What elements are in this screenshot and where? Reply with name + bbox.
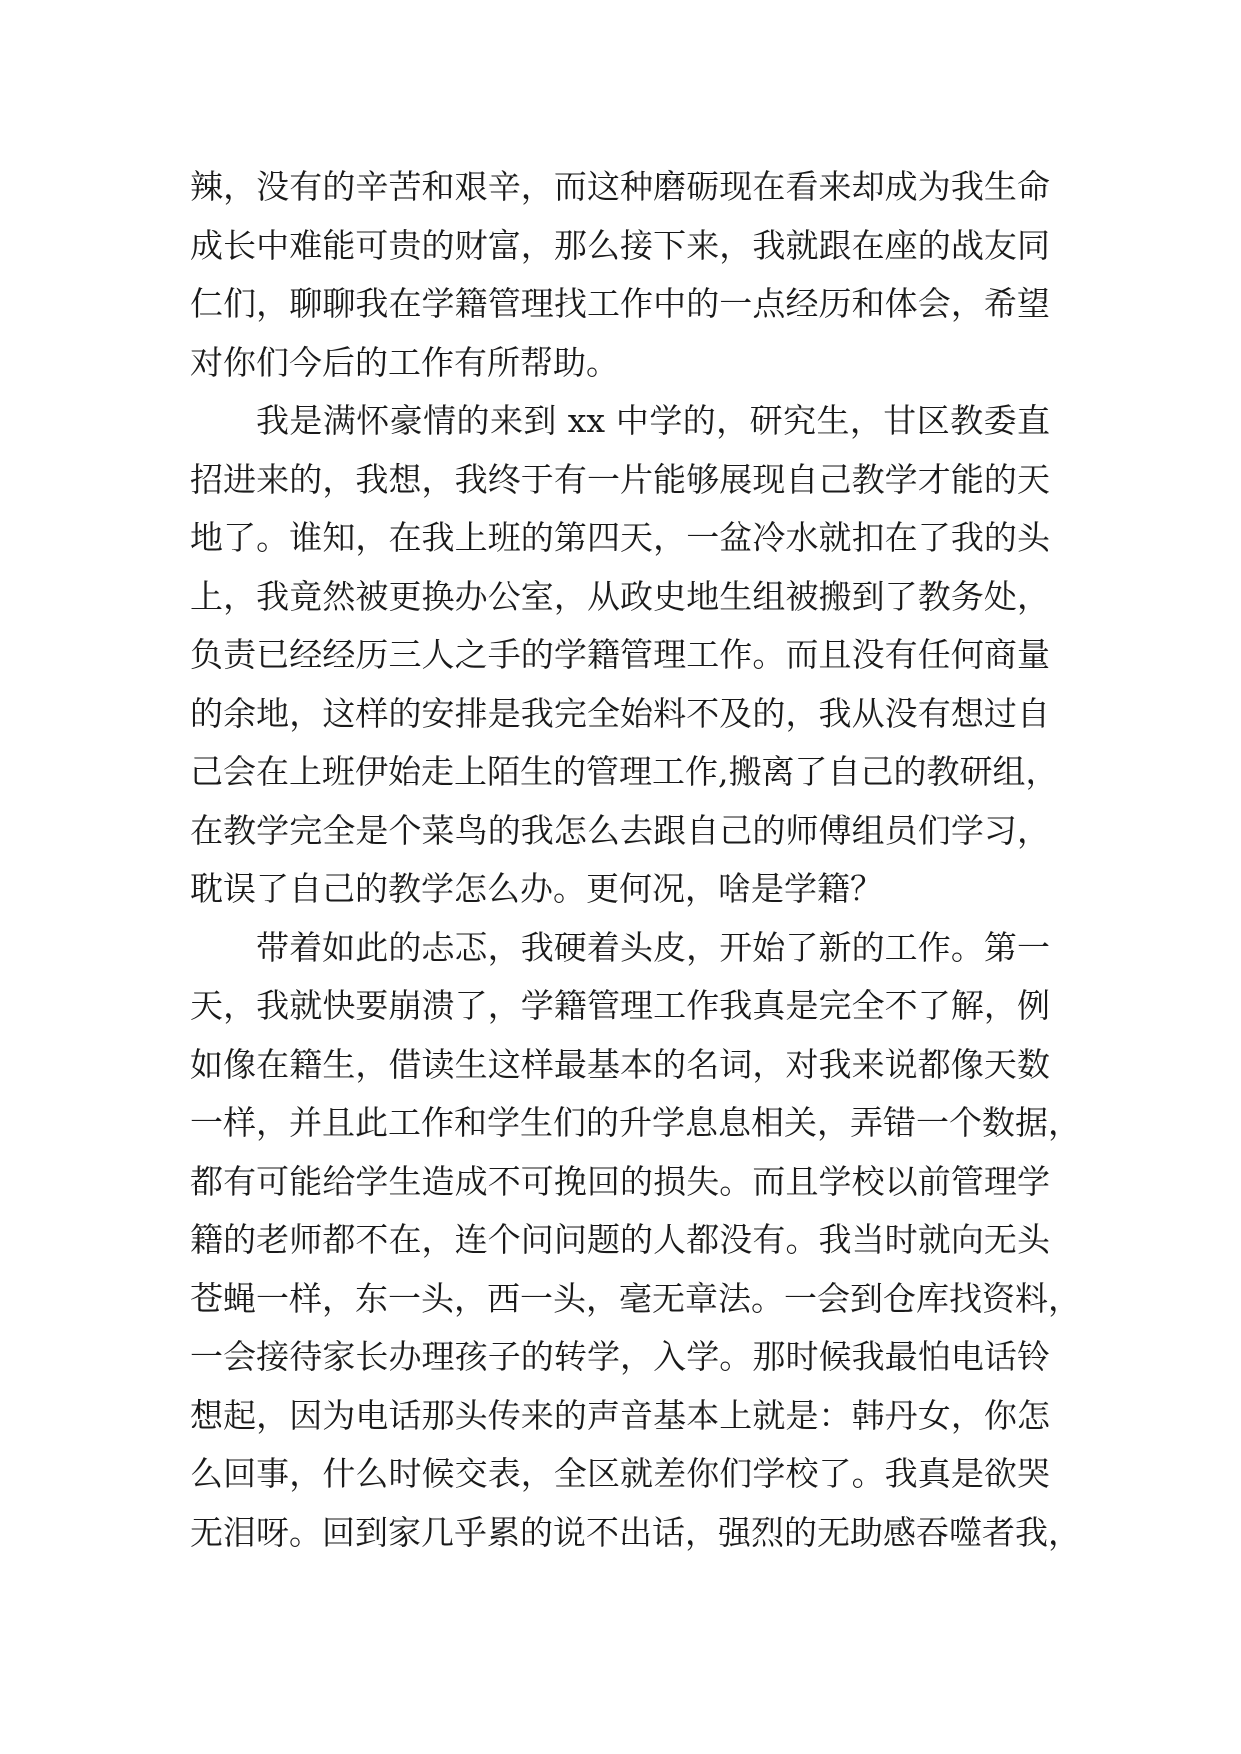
text-line: 如像在籍生，借读生这样最基本的名词，对我来说都像天数 [190,1044,1050,1084]
text-line: 带着如此的忐忑，我硬着头皮，开始了新的工作。第一 [256,927,1050,967]
text-line: 我是满怀豪情的来到 xx 中学的，研究生，甘区教委直 [256,401,1050,440]
text-line: 成长中难能可贵的财富，那么接下来，我就跟在座的战友同 [190,225,1050,265]
text-line: 辣，没有的辛苦和艰辛，而这种磨砺现在看来却成为我生命 [190,167,1050,206]
text-line: 么回事，什么时候交表，全区就差你们学校了。我真是欲哭 [190,1454,1050,1493]
text-line: 无泪呀。回到家几乎累的说不出话，强烈的无助感吞噬者我， [190,1512,1081,1552]
text-line: 耽误了自己的教学怎么办。更何况，啥是学籍？ [190,869,883,908]
text-line: 想起，因为电话那头传来的声音基本上就是：韩丹女，你怎 [190,1395,1050,1435]
text-line: 都有可能给学生造成不可挽回的损失。而且学校以前管理学 [190,1161,1050,1201]
text-line: 上，我竟然被更换办公室，从政史地生组被搬到了教务处， [190,576,1050,616]
text-line: 地了。谁知，在我上班的第四天，一盆冷水就扣在了我的头 [190,518,1050,557]
text-line: 仁们，聊聊我在学籍管理找工作中的一点经历和体会，希望 [190,284,1050,323]
text-line: 己会在上班伊始走上陌生的管理工作,搬离了自己的教研组， [190,752,1059,791]
text-line: 一会接待家长办理孩子的转学，入学。那时候我最怕电话铃 [190,1337,1050,1376]
text-line: 的余地，这样的安排是我完全始料不及的，我从没有想过自 [190,693,1050,733]
text-line: 在教学完全是个菜鸟的我怎么去跟自己的师傅组员们学习， [190,810,1050,850]
text-line: 对你们今后的工作有所帮助。 [190,342,619,382]
text-line: 天，我就快要崩溃了，学籍管理工作我真是完全不了解，例 [190,986,1050,1025]
text-line: 一样，并且此工作和学生们的升学息息相关，弄错一个数据， [190,1103,1081,1142]
text-line: 负责已经经历三人之手的学籍管理工作。而且没有任何商量 [190,635,1050,674]
body-text [190,158,1081,1562]
text-line: 招进来的，我想，我终于有一片能够展现自己教学才能的天 [190,459,1050,499]
text-line: 苍蝇一样，东一头，西一头，毫无章法。一会到仓库找资料， [190,1278,1081,1318]
text-line: 籍的老师都不在，连个问问题的人都没有。我当时就向无头 [190,1220,1050,1259]
